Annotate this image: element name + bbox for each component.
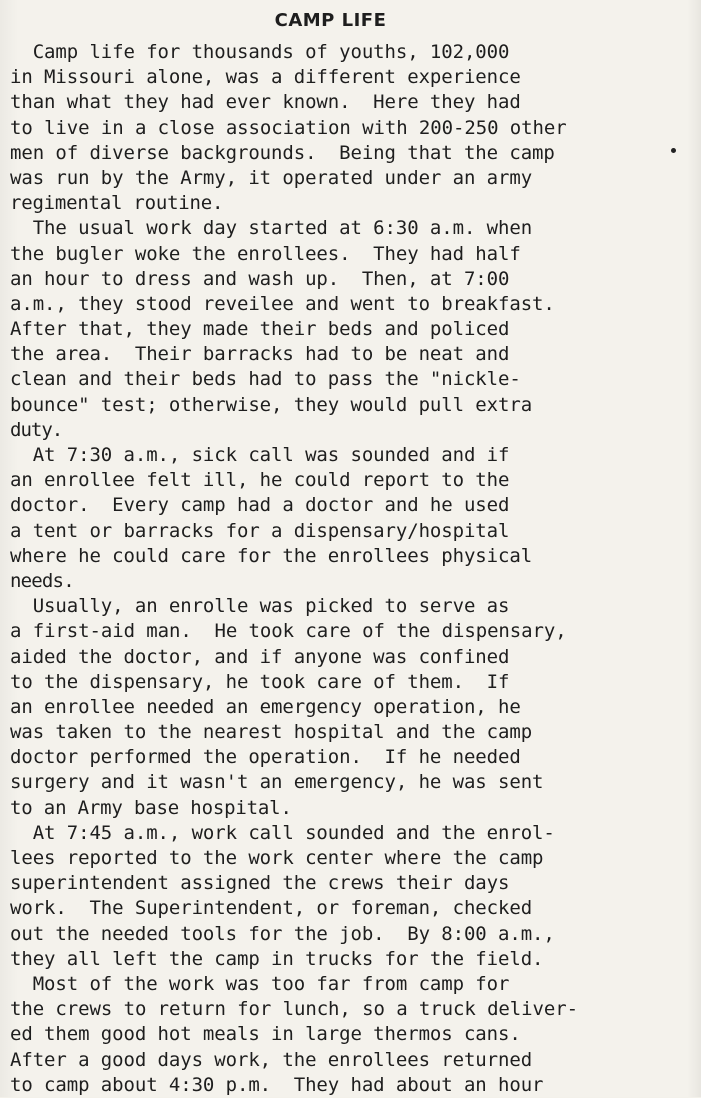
text-line: to live in a close association with 200-250 other xyxy=(10,116,567,139)
article-body xyxy=(10,40,682,1098)
text-line: After that, they made their beds and policed xyxy=(10,318,510,341)
text-line: an enrollee needed an emergency operation, he xyxy=(10,695,521,718)
text-line: an hour to dress and wash up. Then, at 7:00 xyxy=(10,267,510,290)
text-line: work. The Superintendent, or foreman, checked xyxy=(10,897,533,920)
text-line: an enrollee felt ill, he could report to the xyxy=(10,469,510,492)
text-line: men of diverse backgrounds. Being that the camp xyxy=(10,141,555,164)
text-line: a.m., they stood reveilee and went to breakfast. xyxy=(10,292,555,315)
text-line: the bugler woke the enrollees. They had half xyxy=(10,242,521,265)
text-line: The usual work day started at 6:30 a.m. when xyxy=(10,217,533,240)
text-line: to the dispensary, he took care of them. If xyxy=(10,670,510,693)
text-line: in Missouri alone, was a different experience xyxy=(10,66,521,89)
text-line: out the needed tools for the job. By 8:00 a.m., xyxy=(10,922,555,945)
text-line: After a good days work, the enrollees returned xyxy=(10,1048,533,1071)
text-line: Most of the work was too far from camp for xyxy=(10,972,510,995)
text-line: doctor performed the operation. If he needed xyxy=(10,746,521,769)
text-line: doctor. Every camp had a doctor and he used xyxy=(10,494,510,517)
text-line: needs. xyxy=(10,569,74,592)
text-line: the crews to return for lunch, so a truck deliver- xyxy=(10,998,578,1021)
text-line: than what they had ever known. Here they had xyxy=(10,91,521,114)
text-line: lees reported to the work center where the camp xyxy=(10,847,544,869)
text-line: Usually, an enrolle was picked to serve as xyxy=(10,595,510,618)
text-line: superintendent assigned the crews their days xyxy=(10,872,510,895)
article-title: CAMP LIFE xyxy=(274,10,387,31)
text-line: aided the doctor, and if anyone was confined xyxy=(10,645,510,668)
text-line: was run by the Army, it operated under an army xyxy=(10,166,533,189)
text-line: Camp life for thousands of youths, 102,000 xyxy=(10,41,510,63)
text-line: the area. Their barracks had to be neat and xyxy=(10,343,510,366)
text-line: At 7:30 a.m., sick call was sounded and if xyxy=(10,444,510,466)
text-line: duty. xyxy=(10,418,63,441)
text-line: regimental routine. xyxy=(10,192,224,215)
text-line: clean and their beds had to pass the "nickle- xyxy=(10,368,521,391)
text-line: surgery and it wasn't an emergency, he was sent xyxy=(10,771,544,794)
text-line: bounce" test; otherwise, they would pull extra xyxy=(10,393,533,416)
text-line: where he could care for the enrollees physical xyxy=(10,544,533,567)
text-line: they all left the camp in trucks for the field. xyxy=(10,947,544,970)
text-line: ed them good hot meals in large thermos cans. xyxy=(10,1023,521,1046)
text-line: to an Army base hospital. xyxy=(10,796,292,819)
text-line: was taken to the nearest hospital and the camp xyxy=(10,721,533,744)
text-line: At 7:45 a.m., work call sounded and the enrol- xyxy=(10,821,555,844)
text-line: a first-aid man. He took care of the dispensary, xyxy=(10,620,567,643)
print-speck xyxy=(671,148,676,153)
text-line: to camp about 4:30 p.m. They had about an hour xyxy=(10,1073,544,1096)
text-line: a tent or barracks for a dispensary/hospital xyxy=(10,519,510,542)
